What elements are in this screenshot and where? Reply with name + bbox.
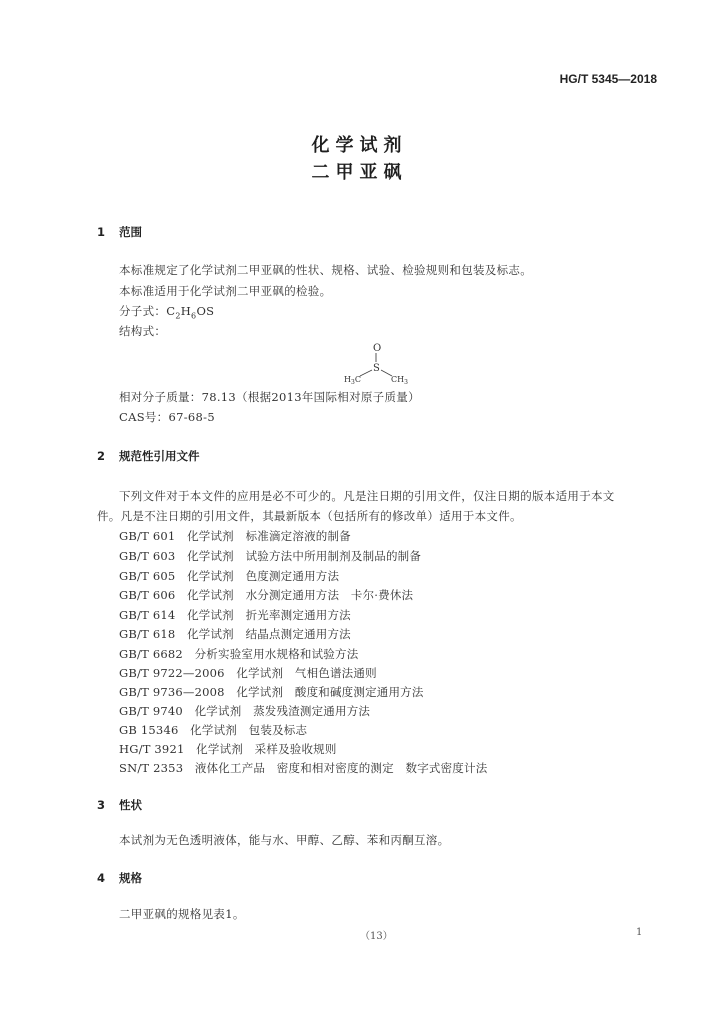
reference-item: GB/T 606 化学试剂 水分测定通用方法 卡尔·费休法 <box>119 588 414 602</box>
section-number: 4 <box>97 871 106 885</box>
left-methyl: $H_3C$ <box>344 375 361 385</box>
document-title-line1: 化学试剂 <box>311 135 408 156</box>
reference-item: GB 15346 化学试剂 包装及标志 <box>119 723 308 737</box>
reference-item: GB/T 6682 分析实验室用水规格和试验方法 <box>119 647 359 661</box>
references-intro-line-2: 件。凡是不注日期的引用文件，其最新版本（包括所有的修改单）适用于本文件。 <box>97 509 522 523</box>
section-number: 2 <box>97 449 106 463</box>
section-number: 1 <box>97 225 106 239</box>
reference-item: GB/T 618 化学试剂 结晶点测定通用方法 <box>119 627 351 641</box>
reference-item: GB/T 601 化学试剂 标准滴定溶液的制备 <box>119 529 351 543</box>
structure-label: 结构式： <box>119 324 167 338</box>
section-title: 性状 <box>119 798 142 812</box>
section-2-heading <box>97 448 200 464</box>
section-4-heading <box>97 870 142 886</box>
formula-h: H <box>180 304 192 318</box>
sulfur-atom: S <box>373 363 380 374</box>
page-number: 1 <box>636 927 643 938</box>
formula-rest: OS <box>196 304 215 318</box>
specification-paragraph: 二甲亚砜的规格见表1。 <box>119 907 245 921</box>
reference-item: SN/T 2353 液体化工产品 密度和相对密度的测定 数字式密度计法 <box>119 761 488 775</box>
cas-number: CAS号：67-68-5 <box>119 410 215 424</box>
oxygen-atom: O <box>373 343 382 354</box>
scope-paragraph-2: 本标准适用于化学试剂二甲亚砜的检验。 <box>119 284 332 298</box>
standard-number: HG/T 5345—2018 <box>559 72 657 86</box>
formula-c-sub: 2 <box>175 311 181 321</box>
section-number: 3 <box>97 798 106 812</box>
references-intro-line-1: 下列文件对于本文件的应用是必不可少的。凡是注日期的引用文件，仅注日期的版本适用于本文 <box>119 489 615 503</box>
reference-item: GB/T 9736—2008 化学试剂 酸度和碱度测定通用方法 <box>119 685 424 699</box>
molar-mass: 相对分子质量：78.13（根据2013年国际相对原子质量） <box>119 390 420 404</box>
reference-item: GB/T 614 化学试剂 折光率测定通用方法 <box>119 608 351 622</box>
reference-item: GB/T 9722—2006 化学试剂 气相色谱法通则 <box>119 666 377 680</box>
formula-c: C <box>166 304 176 318</box>
left-bond-line <box>360 370 372 376</box>
formula-label: 分子式： <box>119 304 167 318</box>
section-title: 规范性引用文件 <box>119 449 200 463</box>
section-1-heading <box>97 224 142 240</box>
section-title: 范围 <box>119 225 142 239</box>
molecular-formula <box>119 303 214 320</box>
reference-item: GB/T 603 化学试剂 试验方法中所用制剂及制品的制备 <box>119 549 422 563</box>
reference-item: HG/T 3921 化学试剂 采样及验收规则 <box>119 742 337 756</box>
reference-item: GB/T 9740 化学试剂 蒸发残渣测定通用方法 <box>119 704 371 718</box>
formula-h-sub: 6 <box>191 311 197 321</box>
section-title: 规格 <box>119 871 142 885</box>
properties-paragraph: 本试剂为无色透明液体，能与水、甲醇、乙醇、苯和丙酮互溶。 <box>119 833 450 847</box>
scope-paragraph-1: 本标准规定了化学试剂二甲亚砜的性状、规格、试验、检验规则和包装及标志。 <box>119 263 532 277</box>
document-title-line2: 二甲亚砜 <box>311 162 408 183</box>
structural-formula <box>336 340 416 385</box>
footer-center-number: （13） <box>360 931 393 942</box>
right-methyl: $CH_3$ <box>391 375 408 385</box>
section-3-heading <box>97 797 142 813</box>
reference-item: GB/T 605 化学试剂 色度测定通用方法 <box>119 569 340 583</box>
